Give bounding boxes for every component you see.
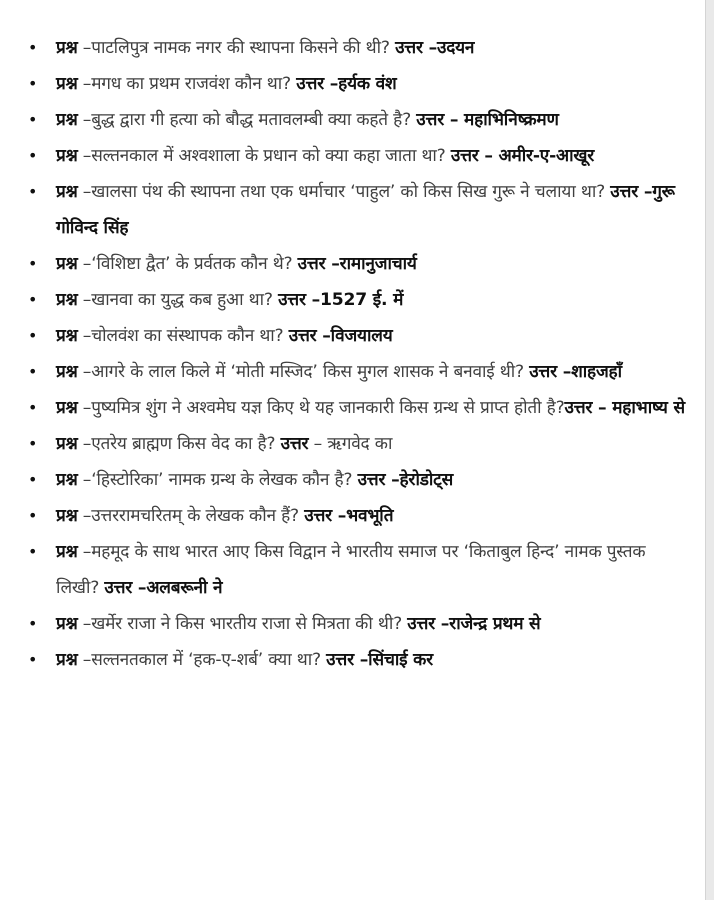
answer-label: उत्तर: [288, 326, 317, 346]
answer-label: उत्तर: [304, 506, 332, 526]
question-item: [26, 246, 687, 282]
question-item: [26, 534, 687, 606]
question-item: [26, 390, 687, 426]
question-label: प्रश्न: [56, 182, 78, 202]
answer-label: उत्तर: [104, 578, 133, 598]
question-label: प्रश्न: [56, 254, 78, 274]
question-text: –एतरेय ब्राह्मण किस वेद का है?: [77, 434, 281, 454]
answer-label: उत्तर: [280, 434, 309, 454]
answer-text: –शाहजहाँ: [556, 362, 622, 382]
question-text: –उत्तररामचरितम् के लेखक कौन हैं?: [77, 506, 305, 526]
question-item: [26, 498, 687, 534]
question-text: –खालसा पंथ की स्थापना तथा एक धर्माचार ‘पाहुल’ को किस सिख गुरू ने चलाया था?: [77, 182, 611, 202]
answer-label: उत्तर: [278, 290, 306, 310]
question-item: [26, 30, 687, 66]
question-label: प्रश्न: [56, 506, 78, 526]
question-label: प्रश्न: [56, 290, 78, 310]
question-text: –मगध का प्रथम राजवंश कौन था?: [77, 74, 297, 94]
answer-label: उत्तर: [564, 398, 593, 418]
question-label: प्रश्न: [56, 146, 78, 166]
bullet-icon: •: [28, 146, 38, 165]
bullet-icon: •: [28, 74, 38, 93]
bullet-icon: •: [28, 650, 38, 669]
answer-text: – अमीर-ए-आखूर: [478, 146, 595, 166]
bullet-icon: •: [28, 362, 38, 381]
question-text: –पुष्यमित्र शुंग ने अश्वमेघ यज्ञ किए थे यह जानकारी किस ग्रन्थ से प्राप्त होती है?: [77, 398, 565, 418]
question-text: –चोलवंश का संस्थापक कौन था?: [77, 326, 289, 346]
question-text: –सल्तनतकाल में ‘हक-ए-शर्ब’ क्या था?: [77, 650, 327, 670]
bullet-icon: •: [28, 542, 38, 561]
question-text: –खर्मेर राजा ने किस भारतीय राजा से मित्रता की थी?: [77, 614, 408, 634]
question-label: प्रश्न: [56, 362, 78, 382]
answer-text: –हेरोडोट्स: [385, 470, 454, 490]
answer-text: – महाभाष्य से: [592, 398, 685, 418]
question-item: [26, 282, 687, 318]
bullet-icon: •: [28, 38, 38, 57]
answer-label: उत्तर: [610, 182, 639, 202]
question-label: प्रश्न: [56, 110, 78, 130]
question-label: प्रश्न: [56, 38, 78, 58]
question-item: [26, 138, 687, 174]
answer-label: उत्तर: [357, 470, 386, 490]
answer-text: –हर्यक वंश: [323, 74, 397, 94]
answer-label: उत्तर: [297, 254, 326, 274]
answer-label: उत्तर: [529, 362, 557, 382]
question-item: [26, 318, 687, 354]
bullet-icon: •: [28, 470, 38, 489]
question-text: –‘विशिष्टा द्वैत’ के प्रर्वतक कौन थे?: [77, 254, 298, 274]
question-label: प्रश्न: [56, 326, 78, 346]
question-text: –बुद्ध द्वारा गी हत्या को बौद्ध मतावलम्बी क्या कहते है?: [77, 110, 417, 130]
question-label: प्रश्न: [56, 398, 78, 418]
answer-text: – ऋगवेद का: [308, 434, 393, 454]
answer-text: –उदयन: [422, 38, 475, 58]
bullet-icon: •: [28, 506, 38, 525]
answer-text: – महाभिनिष्क्रमण: [444, 110, 559, 130]
answer-text: –गुरू गोविन्द सिंह: [56, 182, 675, 238]
answer-text: –सिंचाई कर: [353, 650, 433, 670]
question-text: –खानवा का युद्ध कब हुआ था?: [77, 290, 279, 310]
answer-label: उत्तर: [326, 650, 354, 670]
bullet-icon: •: [28, 614, 38, 633]
bullet-icon: •: [28, 434, 38, 453]
question-item: [26, 174, 687, 246]
question-item: [26, 102, 687, 138]
answer-text: –भवभूति: [331, 506, 394, 526]
answer-text: –अलबरूनी ने: [132, 578, 223, 598]
question-label: प्रश्न: [56, 614, 78, 634]
answer-text: –1527 ई. में: [305, 290, 404, 310]
answer-text: –विजयालय: [316, 326, 393, 346]
answer-text: –रामानुजाचार्य: [325, 254, 417, 274]
question-item: [26, 606, 687, 642]
question-label: प्रश्न: [56, 470, 78, 490]
question-item: [26, 66, 687, 102]
answer-label: उत्तर: [407, 614, 435, 634]
answer-label: उत्तर: [450, 146, 479, 166]
question-label: प्रश्न: [56, 434, 78, 454]
bullet-icon: •: [28, 398, 38, 417]
bullet-icon: •: [28, 110, 38, 129]
question-label: प्रश्न: [56, 542, 78, 562]
question-item: [26, 462, 687, 498]
bullet-icon: •: [28, 254, 38, 273]
answer-text: –राजेन्द्र प्रथम से: [435, 614, 541, 634]
bullet-icon: •: [28, 290, 38, 309]
question-text: –पाटलिपुत्र नामक नगर की स्थापना किसने की थी?: [77, 38, 396, 58]
question-text: –‘हिस्टोरिका’ नामक ग्रन्थ के लेखक कौन है?: [77, 470, 358, 490]
bullet-icon: •: [28, 326, 38, 345]
question-text: –सल्तनकाल में अश्वशाला के प्रधान को क्या कहा जाता था?: [77, 146, 451, 166]
bullet-icon: •: [28, 182, 38, 201]
answer-label: उत्तर: [296, 74, 324, 94]
question-item: [26, 642, 687, 678]
question-label: प्रश्न: [56, 650, 78, 670]
answer-label: उत्तर: [416, 110, 445, 130]
question-item: [26, 354, 687, 390]
question-item: [26, 426, 687, 462]
answer-label: उत्तर: [395, 38, 423, 58]
question-text: –आगरे के लाल किले में ‘मोती मस्जिद’ किस मुगल शासक ने बनवाई थी?: [77, 362, 530, 382]
question-label: प्रश्न: [56, 74, 78, 94]
question-text: –महमूद के साथ भारत आए किस विद्वान ने भारतीय समाज पर ‘किताबुल हिन्द’ नामक पुस्तक लिखी?: [56, 542, 646, 598]
